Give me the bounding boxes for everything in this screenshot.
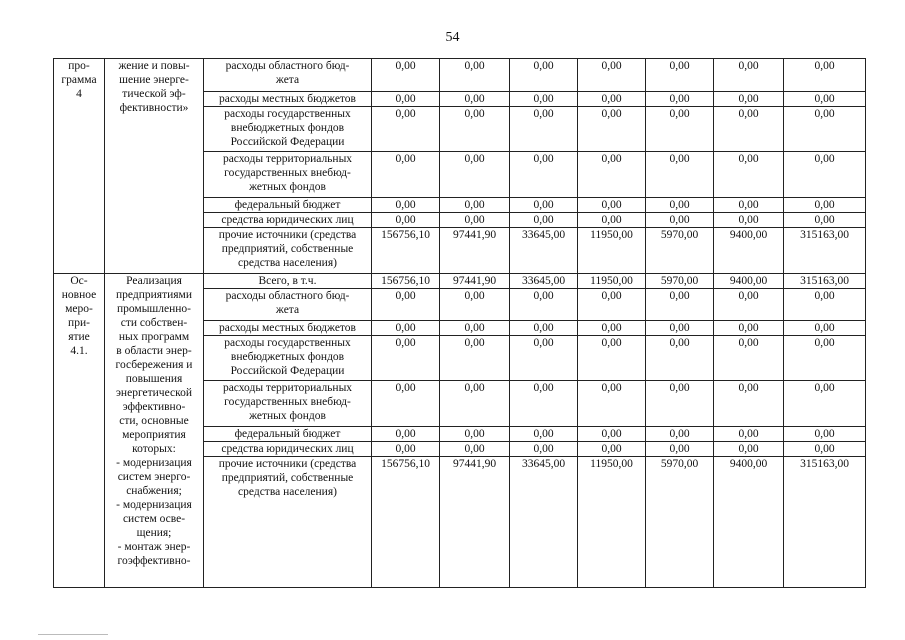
amount-cell: 0,00 <box>510 59 578 92</box>
amount-cell: 0,00 <box>440 427 510 442</box>
amount-cell: 0,00 <box>372 92 440 107</box>
amount-cell: 0,00 <box>440 59 510 92</box>
funding-source-cell: федеральный бюджет <box>204 427 372 442</box>
amount-cell: 0,00 <box>784 321 866 336</box>
amount-cell: 0,00 <box>578 213 646 228</box>
amount-cell: 0,00 <box>372 107 440 152</box>
amount-cell: 0,00 <box>714 92 784 107</box>
funding-source-cell: расходы территориальных государственных внебюд- жетных фондов <box>204 381 372 427</box>
amount-cell: 0,00 <box>440 289 510 321</box>
amount-cell: 9400,00 <box>714 228 784 274</box>
amount-cell: 0,00 <box>510 92 578 107</box>
amount-cell: 0,00 <box>372 213 440 228</box>
amount-cell: 0,00 <box>372 289 440 321</box>
amount-cell: 5970,00 <box>646 457 714 588</box>
amount-cell: 5970,00 <box>646 274 714 289</box>
amount-cell: 0,00 <box>646 289 714 321</box>
amount-cell: 0,00 <box>646 442 714 457</box>
amount-cell: 0,00 <box>646 107 714 152</box>
table-row <box>54 274 866 289</box>
amount-cell: 0,00 <box>714 198 784 213</box>
page-number: 54 <box>445 30 460 45</box>
amount-cell: 0,00 <box>646 152 714 198</box>
amount-cell: 0,00 <box>714 152 784 198</box>
funding-source-cell: прочие источники (средства предприятий, собственные средства населения) <box>204 228 372 274</box>
footer-rule <box>38 634 108 635</box>
funding-source-cell: расходы местных бюджетов <box>204 92 372 107</box>
amount-cell: 0,00 <box>440 152 510 198</box>
amount-cell: 0,00 <box>372 442 440 457</box>
amount-cell: 0,00 <box>372 381 440 427</box>
amount-cell: 0,00 <box>440 381 510 427</box>
funding-source-cell: расходы областного бюд- жета <box>204 289 372 321</box>
funding-source-cell: расходы территориальных государственных внебюд- жетных фондов <box>204 152 372 198</box>
amount-cell: 0,00 <box>372 198 440 213</box>
amount-cell: 0,00 <box>784 107 866 152</box>
amount-cell: 0,00 <box>578 381 646 427</box>
table-row <box>54 59 866 92</box>
amount-cell: 0,00 <box>784 59 866 92</box>
amount-cell: 0,00 <box>510 107 578 152</box>
amount-cell: 0,00 <box>510 198 578 213</box>
amount-cell: 5970,00 <box>646 228 714 274</box>
funding-source-cell: Всего, в т.ч. <box>204 274 372 289</box>
amount-cell: 0,00 <box>646 427 714 442</box>
amount-cell: 0,00 <box>714 213 784 228</box>
amount-cell: 0,00 <box>510 442 578 457</box>
amount-cell: 0,00 <box>440 442 510 457</box>
amount-cell: 0,00 <box>784 213 866 228</box>
funding-source-cell: прочие источники (средства предприятий, собственные средства населения) <box>204 457 372 588</box>
amount-cell: 0,00 <box>510 381 578 427</box>
amount-cell: 0,00 <box>578 92 646 107</box>
funding-source-cell: расходы областного бюд- жета <box>204 59 372 92</box>
amount-cell: 11950,00 <box>578 274 646 289</box>
amount-cell: 0,00 <box>578 198 646 213</box>
amount-cell: 33645,00 <box>510 274 578 289</box>
amount-cell: 97441,90 <box>440 457 510 588</box>
amount-cell: 156756,10 <box>372 228 440 274</box>
funding-source-cell: расходы государственных внебюджетных фондов Российской Федерации <box>204 336 372 381</box>
amount-cell: 0,00 <box>714 442 784 457</box>
amount-cell: 0,00 <box>714 427 784 442</box>
amount-cell: 97441,90 <box>440 274 510 289</box>
amount-cell: 0,00 <box>510 152 578 198</box>
amount-cell: 0,00 <box>646 213 714 228</box>
amount-cell: 0,00 <box>646 336 714 381</box>
amount-cell: 0,00 <box>714 289 784 321</box>
amount-cell: 0,00 <box>578 427 646 442</box>
amount-cell: 0,00 <box>440 107 510 152</box>
amount-cell: 315163,00 <box>784 274 866 289</box>
amount-cell: 0,00 <box>578 152 646 198</box>
funding-source-cell: расходы местных бюджетов <box>204 321 372 336</box>
amount-cell: 0,00 <box>578 59 646 92</box>
amount-cell: 0,00 <box>578 336 646 381</box>
amount-cell: 0,00 <box>510 321 578 336</box>
amount-cell: 0,00 <box>784 92 866 107</box>
amount-cell: 0,00 <box>646 92 714 107</box>
program-cell: Ос- новное меро- при- ятие 4.1. <box>54 274 105 588</box>
funding-source-cell: средства юридических лиц <box>204 213 372 228</box>
amount-cell: 0,00 <box>440 213 510 228</box>
measure-name-cell: Реализация предприятиями промышленно- сти собствен- ных программ в области энер- госбережения и повышения энергетической эффективно- сти, основные мероприятия которых: - модернизация систем энерго- снабжения; - модернизация систем осве- щения; - монтаж энер- гоэффективно- <box>105 274 204 588</box>
funding-source-cell: расходы государственных внебюджетных фондов Российской Федерации <box>204 107 372 152</box>
amount-cell: 0,00 <box>714 321 784 336</box>
amount-cell: 97441,90 <box>440 228 510 274</box>
amount-cell: 9400,00 <box>714 274 784 289</box>
amount-cell: 33645,00 <box>510 457 578 588</box>
amount-cell: 0,00 <box>714 336 784 381</box>
amount-cell: 0,00 <box>510 427 578 442</box>
funding-source-cell: средства юридических лиц <box>204 442 372 457</box>
amount-cell: 0,00 <box>578 321 646 336</box>
amount-cell: 0,00 <box>440 92 510 107</box>
amount-cell: 0,00 <box>578 289 646 321</box>
amount-cell: 0,00 <box>784 336 866 381</box>
amount-cell: 0,00 <box>440 336 510 381</box>
amount-cell: 0,00 <box>784 427 866 442</box>
amount-cell: 0,00 <box>714 381 784 427</box>
amount-cell: 0,00 <box>510 213 578 228</box>
amount-cell: 315163,00 <box>784 457 866 588</box>
amount-cell: 0,00 <box>578 442 646 457</box>
amount-cell: 0,00 <box>784 152 866 198</box>
amount-cell: 0,00 <box>784 198 866 213</box>
amount-cell: 0,00 <box>510 289 578 321</box>
amount-cell: 9400,00 <box>714 457 784 588</box>
amount-cell: 0,00 <box>372 59 440 92</box>
amount-cell: 0,00 <box>784 381 866 427</box>
amount-cell: 11950,00 <box>578 457 646 588</box>
amount-cell: 0,00 <box>714 107 784 152</box>
amount-cell: 0,00 <box>646 198 714 213</box>
amount-cell: 0,00 <box>510 336 578 381</box>
amount-cell: 0,00 <box>646 381 714 427</box>
amount-cell: 33645,00 <box>510 228 578 274</box>
funding-source-cell: федеральный бюджет <box>204 198 372 213</box>
measure-name-cell: жение и повы- шение энерге- тической эф- фективности» <box>105 59 204 274</box>
amount-cell: 0,00 <box>646 321 714 336</box>
amount-cell: 0,00 <box>646 59 714 92</box>
amount-cell: 0,00 <box>372 427 440 442</box>
amount-cell: 0,00 <box>578 107 646 152</box>
amount-cell: 11950,00 <box>578 228 646 274</box>
amount-cell: 0,00 <box>784 442 866 457</box>
budget-table <box>53 58 866 588</box>
amount-cell: 315163,00 <box>784 228 866 274</box>
amount-cell: 156756,10 <box>372 274 440 289</box>
amount-cell: 0,00 <box>440 198 510 213</box>
amount-cell: 0,00 <box>372 321 440 336</box>
amount-cell: 0,00 <box>372 336 440 381</box>
amount-cell: 0,00 <box>784 289 866 321</box>
program-cell: про- грамма 4 <box>54 59 105 274</box>
amount-cell: 156756,10 <box>372 457 440 588</box>
amount-cell: 0,00 <box>714 59 784 92</box>
amount-cell: 0,00 <box>372 152 440 198</box>
amount-cell: 0,00 <box>440 321 510 336</box>
